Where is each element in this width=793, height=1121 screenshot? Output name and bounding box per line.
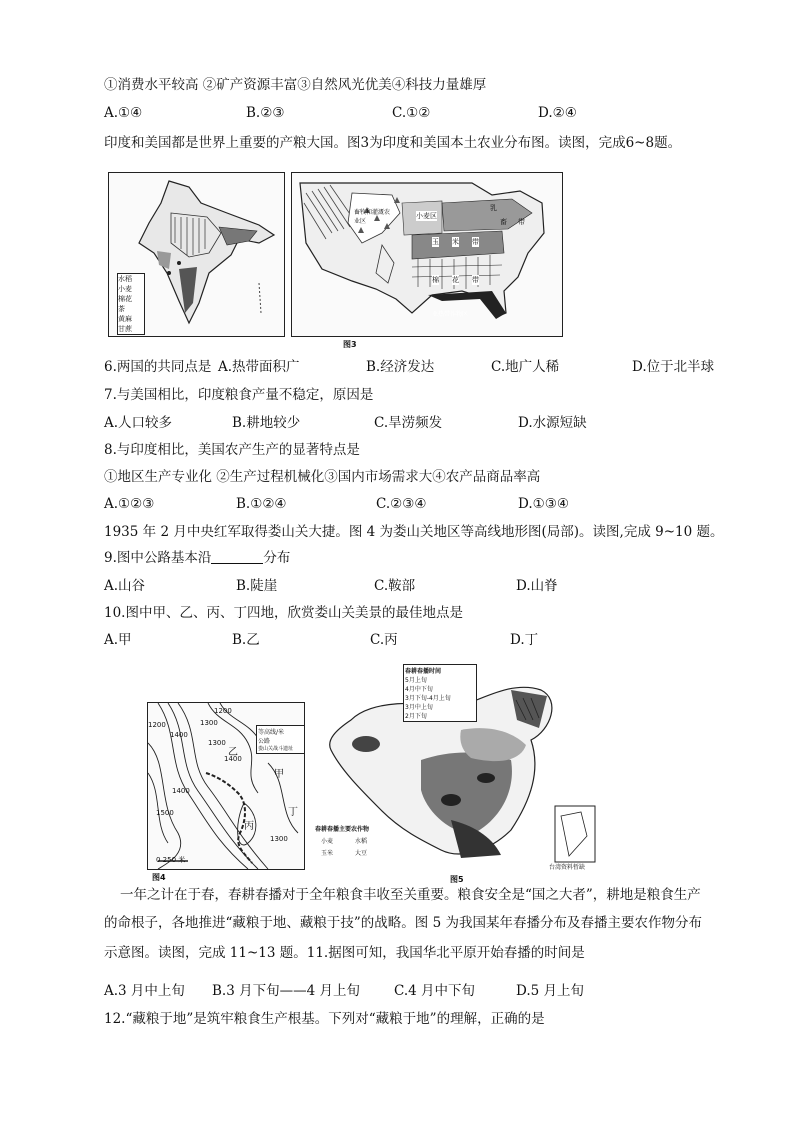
us-label-belt3: 带 xyxy=(472,276,479,284)
sowing-legend-title: 春耕春播时间 xyxy=(405,668,442,675)
q6-stem: 6.两国的共同点是 xyxy=(104,359,212,375)
fig3-caption: 图3 xyxy=(343,340,357,349)
place-ding: 丁 xyxy=(288,807,298,818)
contour-label-6: 1300 xyxy=(208,739,226,747)
q11-option-c[interactable]: C.4 月中下旬 xyxy=(394,983,476,999)
q6-option-a[interactable]: A.热带面积广 xyxy=(218,359,300,375)
q5-option-c[interactable]: C.①② xyxy=(392,105,431,121)
legend-mar-mid-early: 3月中上旬 xyxy=(405,704,433,711)
q7-option-b[interactable]: B.耕地较少 xyxy=(232,415,301,431)
q11-option-d[interactable]: D.5 月上旬 xyxy=(516,983,585,999)
contour-label-9: 1400 xyxy=(224,755,242,763)
q10-option-d[interactable]: D.丁 xyxy=(510,632,539,648)
fig5-caption: 图5 xyxy=(450,875,464,884)
q5-option-b[interactable]: B.②③ xyxy=(246,105,285,121)
q9-option-d[interactable]: D.山脊 xyxy=(516,578,558,594)
crops-title: 春耕春播主要农作物 xyxy=(315,826,370,833)
us-label-belt2: 带 xyxy=(472,238,479,246)
q7-option-a[interactable]: A.人口较多 xyxy=(104,415,173,431)
q8-option-b[interactable]: B.①②④ xyxy=(236,496,287,512)
india-legend xyxy=(117,273,145,335)
q8-option-a[interactable]: A.①②③ xyxy=(104,496,155,512)
q7-option-d[interactable]: D.水源短缺 xyxy=(518,415,587,431)
para-11-line2: 的命根子，各地推进“藏粮于地、藏粮于技”的战略。图 5 为我国某年春播分布及春播主要农作物分布 xyxy=(104,915,702,931)
us-label-cotton2: 花 xyxy=(452,276,459,284)
place-yi: 乙 xyxy=(228,747,238,758)
us-label-belt1: 带 xyxy=(518,218,525,226)
us-label-corn2: 米 xyxy=(452,238,459,246)
contour-label-8: 1300 xyxy=(270,835,288,843)
legend-cotton: 棉花 xyxy=(118,295,132,303)
us-label-wheat: 小麦区 xyxy=(416,212,437,220)
india-map xyxy=(108,172,285,337)
us-label-ranching: 畜牧和灌溉农业区 xyxy=(354,209,391,225)
place-bing: 丙 xyxy=(244,821,254,832)
taiwan-note: 台湾资料暂缺 xyxy=(549,864,586,871)
contour-label-1: 1200 xyxy=(214,707,232,715)
q5-option-d[interactable]: D.②④ xyxy=(538,105,577,121)
q10-option-a[interactable]: A.甲 xyxy=(104,632,132,648)
legend-feb-late: 2月下旬 xyxy=(405,713,427,720)
q12-stem: 12.“藏粮于地”是筑牢粮食生产根基。下列对“藏粮于地”的理解，正确的是 xyxy=(104,1011,545,1027)
q8-option-d[interactable]: D.①③④ xyxy=(518,496,569,512)
contour-label-4: 1500 xyxy=(156,809,174,817)
fig4-caption: 图4 xyxy=(152,873,166,882)
legend-road: 公路 xyxy=(258,738,271,745)
para-11-line1: 一年之计在于春，春耕春播对于全年粮食丰收至关重要。粮食安全是“国之大者”，耕地是粮食生产 xyxy=(120,887,701,903)
q7-stem: 7.与美国相比，印度粮食产量不稳定，原因是 xyxy=(104,387,374,403)
q11-option-b[interactable]: B.3 月下旬——4 月上旬 xyxy=(212,983,360,999)
q7-option-c[interactable]: C.旱涝频发 xyxy=(374,415,443,431)
q5-option-a[interactable]: A.①④ xyxy=(104,105,143,121)
q9-stem-after: 分布 xyxy=(263,550,291,566)
legend-tea: 茶 xyxy=(118,305,125,313)
q9-blank xyxy=(211,551,263,564)
q8-stem: 8.与印度相比，美国农产生产的显著特点是 xyxy=(104,442,360,458)
us-label-dairy: 乳 xyxy=(490,204,497,212)
contour-map xyxy=(147,702,305,870)
para-11-line3: 示意图。读图，完成 11~13 题。11.据图可知，我国华北平原开始春播的时间是 xyxy=(104,945,585,961)
intro-9-10: 1935 年 2 月中央红军取得娄山关大捷。图 4 为娄山关地区等高线地形图(局部)。读图,完成 9~10 题。 xyxy=(104,524,724,540)
q10-option-b[interactable]: B.乙 xyxy=(232,632,260,648)
crop-soybean: 大豆 xyxy=(355,850,368,857)
place-jia: 甲 xyxy=(274,769,284,780)
q9-option-c[interactable]: C.鞍部 xyxy=(374,578,416,594)
legend-contour: 等高线/米 xyxy=(258,729,285,736)
crop-rice: 水稻 xyxy=(355,838,368,845)
q9-stem xyxy=(104,549,290,567)
contour-label-2: 1300 xyxy=(200,719,218,727)
china-spring-sowing-map xyxy=(311,660,601,872)
legend-jute: 黄麻 xyxy=(118,315,132,323)
us-label-livestock: 畜 xyxy=(500,218,507,226)
q9-option-b[interactable]: B.陡崖 xyxy=(236,578,278,594)
legend-battle-site: 娄山关战斗遗址 xyxy=(258,746,294,752)
contour-legend xyxy=(256,725,305,754)
legend-rice: 水稻 xyxy=(118,275,132,283)
q10-option-c[interactable]: C.丙 xyxy=(370,632,398,648)
q10-stem: 10.图中甲、乙、丙、丁四地，欣赏娄山关美景的最佳地点是 xyxy=(104,605,463,621)
q9-option-a[interactable]: A.山谷 xyxy=(104,578,146,594)
contour-label-3: 1400 xyxy=(170,731,188,739)
contour-label-7: 1200 xyxy=(148,721,166,729)
legend-mar-late-apr-early: 3月下旬-4月上旬 xyxy=(405,695,451,702)
crop-wheat: 小麦 xyxy=(321,838,334,845)
us-label-subtropical: 亚热带作物区 xyxy=(432,311,469,318)
legend-sugarcane: 甘蔗 xyxy=(118,325,132,333)
q11-option-a[interactable]: A.3 月中上旬 xyxy=(104,983,185,999)
legend-may-early: 5月上旬 xyxy=(405,677,427,684)
usa-map xyxy=(291,172,563,337)
q9-stem-before: 9.图中公路基本沿 xyxy=(104,550,212,566)
usa-map-graphic xyxy=(292,173,562,336)
legend-apr-mid-late: 4月中下旬 xyxy=(405,686,433,693)
intro-6-8: 印度和美国都是世界上重要的产粮大国。图3为印度和美国本土农业分布图。读图，完成6~8题。 xyxy=(104,135,682,151)
q6-option-b[interactable]: B.经济发达 xyxy=(366,359,435,375)
map-scale: 0 250 米 xyxy=(156,856,186,864)
contour-label-5: 1400 xyxy=(172,787,190,795)
q8-items: ①地区生产专业化 ②生产过程机械化③国内市场需求大④农产品商品率高 xyxy=(104,469,541,485)
q5-items: ①消费水平较高 ②矿产资源丰富③自然风光优美④科技力量雄厚 xyxy=(104,77,487,93)
sowing-legend xyxy=(403,664,477,722)
us-label-corn1: 玉 xyxy=(432,238,439,246)
q6-option-c[interactable]: C.地广人稀 xyxy=(491,359,560,375)
q6-option-d[interactable]: D.位于北半球 xyxy=(632,359,715,375)
q8-option-c[interactable]: C.②③④ xyxy=(376,496,427,512)
us-label-cotton1: 棉 xyxy=(432,276,439,284)
legend-wheat: 小麦 xyxy=(118,285,132,293)
crop-corn: 玉米 xyxy=(321,850,334,857)
